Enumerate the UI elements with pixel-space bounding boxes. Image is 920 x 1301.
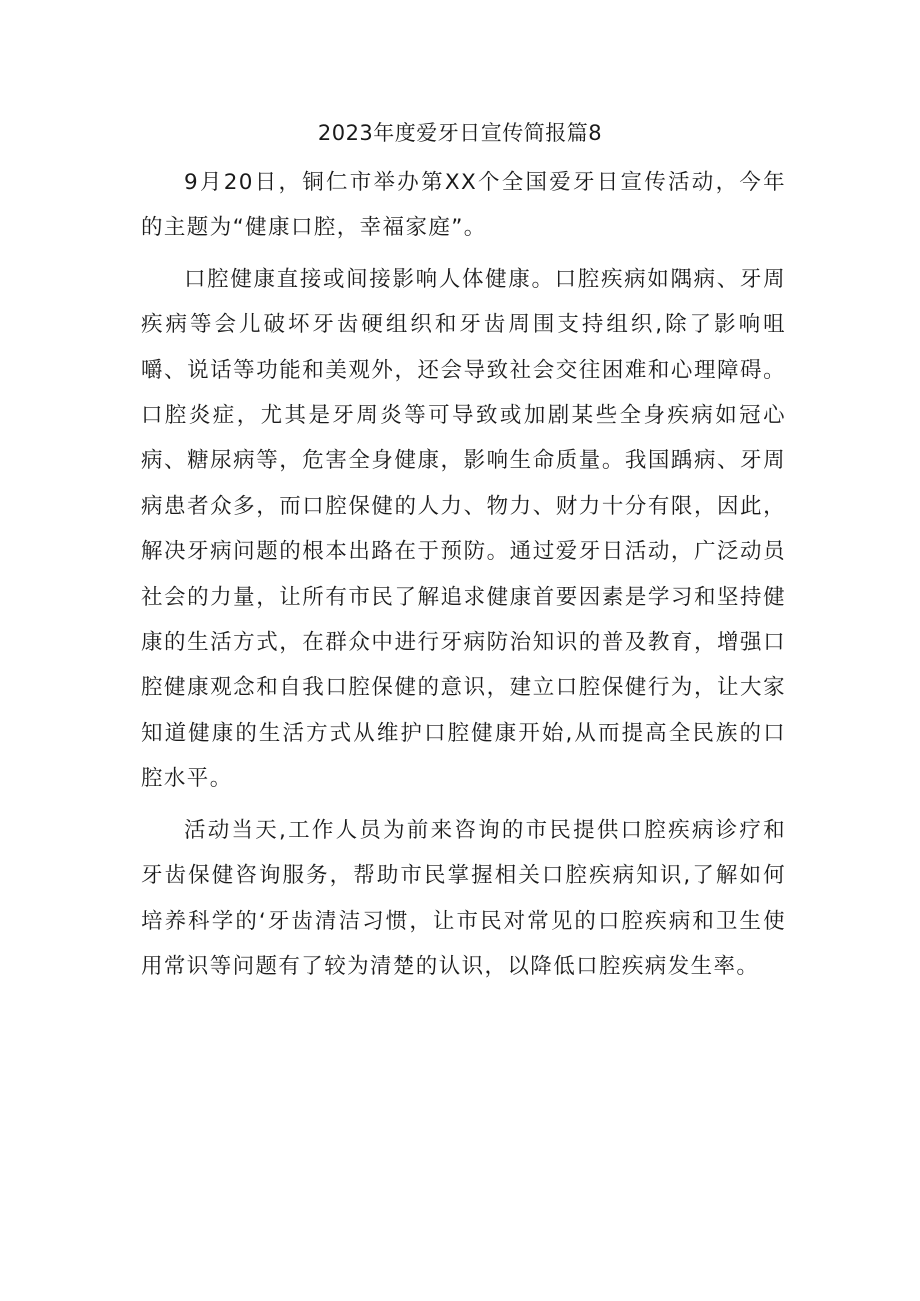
paragraph-oral-health: 口腔健康直接或间接影响人体健康。口腔疾病如隅病、牙周疾病等会儿破坏牙齿硬组织和牙齿周围支持组织,除了影响咀嚼、说话等功能和美观外，还会导致社会交往困难和心理障碍。口腔炎症，尤其是牙周炎等可导致或加剧某些全身疾病如冠心病、糖尿病等，危害全身健康，影响生命质量。我国踽病、牙周病患者众多，而口腔保健的人力、物力、财力十分有限，因此，解决牙病问题的根本出路在于预防。通过爱牙日活动，广泛动员社会的力量，让所有市民了解追求健康首要因素是学习和坚持健康的生活方式，在群众中进行牙病防治知识的普及教育，增强口腔健康观念和自我口腔保健的意识，建立口腔保健行为，让大家知道健康的生活方式从维护口腔健康开始,从而提高全民族的口腔水平。 (141, 266, 786, 792)
document-title: 2023年度爱牙日宣传简报篇8 (317, 121, 603, 145)
paragraph-activity-day: 活动当天,工作人员为前来咨询的市民提供口腔疾病诊疗和牙齿保健咨询服务，帮助市民掌握相关口腔疾病知识,了解如何培养科学的‘牙齿清洁习惯，让市民对常见的口腔疾病和卫生使用常识等问题有了较为清楚的认识，以降低口腔疾病发生率。 (141, 817, 786, 979)
paragraph-intro: 9月20日，铜仁市举办第XX个全国爱牙日宣传活动，今年的主题为“健康口腔，幸福家庭”。 (141, 170, 786, 241)
document-body (141, 160, 786, 995)
